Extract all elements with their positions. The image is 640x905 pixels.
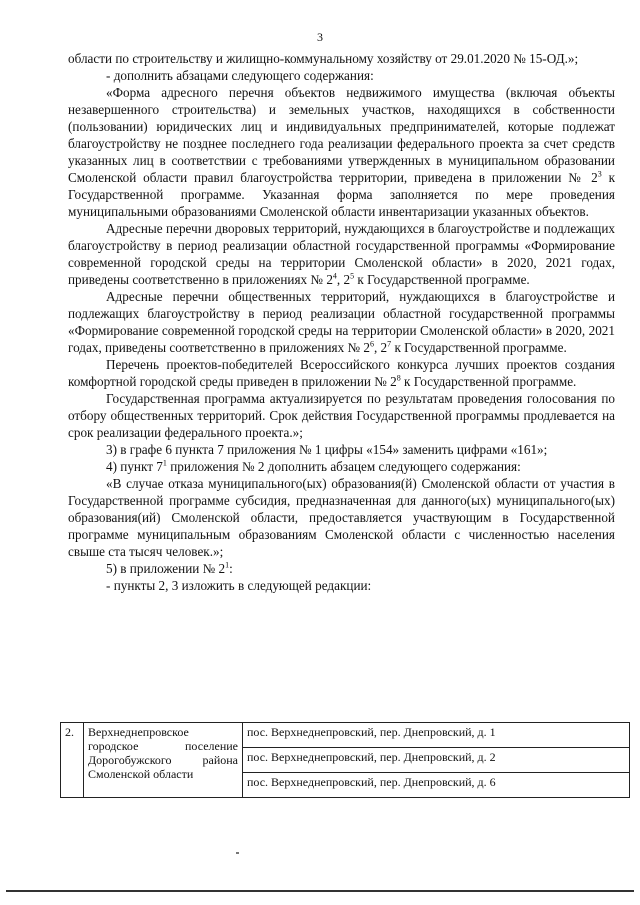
superscript: 1	[225, 560, 230, 570]
paragraph-text: , 2	[336, 272, 351, 287]
paragraph-text: приложения № 2 дополнить абзацем следующего содержания:	[166, 459, 521, 474]
document-body	[68, 50, 615, 594]
table-cell-municipality: Верхнеднепровское городское поселение Дорогобужского района Смоленской области	[84, 723, 243, 798]
paragraph	[68, 288, 615, 356]
superscript: 1	[162, 458, 167, 468]
paragraph: 3) в графе 6 пункта 7 приложения № 1 цифры «154» заменить цифрами «161»;	[106, 442, 548, 457]
table-row	[61, 723, 630, 748]
paragraph	[68, 220, 615, 288]
superscript: 5	[350, 271, 355, 281]
page-bottom-border	[6, 890, 634, 892]
table-cell-number: 2.	[61, 723, 84, 798]
paragraph: «В случае отказа муниципального(ых) образования(й) Смоленской области от участия в Государственной программе субсидия, предназначенная для данного(ых) муниципального(ых) образования(ий) Смоленской области, предоставляется участвующим в Государственной программе муниципальным образованиям Смоленской области с численностью населения свыше ста тысяч человек.»;	[68, 476, 615, 559]
paragraph-text: :	[229, 561, 233, 576]
paragraph-text: 4) пункт 7	[106, 459, 163, 474]
paragraph-text: к Государственной программе.	[400, 374, 577, 389]
paragraph-text: Адресные перечни дворовых территорий, нуждающихся в благоустройстве и подлежащих благоустройству в период реализации областной государственной программы «Формирование современной городской среды на территории Смоленской области» в 2020, 2021 годах, приведены соответственно в приложениях № 2	[68, 221, 615, 287]
superscript: 8	[396, 373, 401, 383]
superscript: 3	[597, 169, 602, 179]
paragraph: Государственная программа актуализируется по результатам проведения голосования по отбору общественных территорий. Срок действия Государственной программы продлевается на срок реализации федерального проекта.»;	[68, 391, 615, 440]
paragraph-text: к Государственной программе.	[354, 272, 530, 287]
paragraph-text: «Форма адресного перечня объектов недвижимого имущества (включая объекты незавершенного строительства) и земельных участков, находящихся в собственности (пользовании) юридических лиц и индивидуальных предпринимателей, которые подлежат благоустройству не позднее последнего года реализации федерального проекта за счет средств указанных лиц в соответствии с требованиями утвержденных в муниципальном образовании Смоленской области правил благоустройства территории, приведена в приложении № 2	[68, 85, 615, 185]
paragraph: - пункты 2, 3 изложить в следующей редакции:	[106, 578, 372, 593]
paragraph-text: , 2	[373, 340, 388, 355]
paragraph: области по строительству и жилищно-коммунальному хозяйству от 29.01.2020 № 15-ОД.»;	[68, 51, 579, 66]
superscript: 7	[387, 339, 392, 349]
paragraph-text: Адресные перечни общественных территорий, нуждающихся в благоустройстве и подлежащих благоустройству в период реализации областной государственной программы «Формирование современной городской среды на территории Смоленской области» в 2020, 2021 годах, приведены соответственно в приложениях № 2	[68, 289, 615, 355]
paragraph	[68, 458, 615, 475]
paragraph-text: к Государственной программе.	[391, 340, 567, 355]
amendment-table	[60, 722, 630, 798]
superscript: 4	[332, 271, 337, 281]
table-cell-address: пос. Верхнеднепровский, пер. Днепровский, д. 1	[243, 723, 630, 748]
paragraph-text: Перечень проектов-победителей Всероссийского конкурса лучших проектов создания комфортной городской среды приведен в приложении № 2	[68, 357, 615, 389]
table-cell-address: пос. Верхнеднепровский, пер. Днепровский, д. 6	[243, 773, 630, 798]
paragraph	[68, 356, 615, 390]
page-number: 3	[317, 30, 323, 44]
scan-speck	[236, 852, 239, 854]
paragraph	[68, 560, 615, 577]
table-cell-address: пос. Верхнеднепровский, пер. Днепровский, д. 2	[243, 748, 630, 773]
paragraph-text: 5) в приложении № 2	[106, 561, 226, 576]
paragraph: - дополнить абзацами следующего содержания:	[106, 68, 374, 83]
paragraph	[68, 84, 615, 220]
paragraph-text: к Государственной программе. Указанная форма заполняется по мере проведения муниципальными образованиями Смоленской области инвентаризации указанных объектов.	[68, 170, 615, 219]
superscript: 6	[369, 339, 374, 349]
